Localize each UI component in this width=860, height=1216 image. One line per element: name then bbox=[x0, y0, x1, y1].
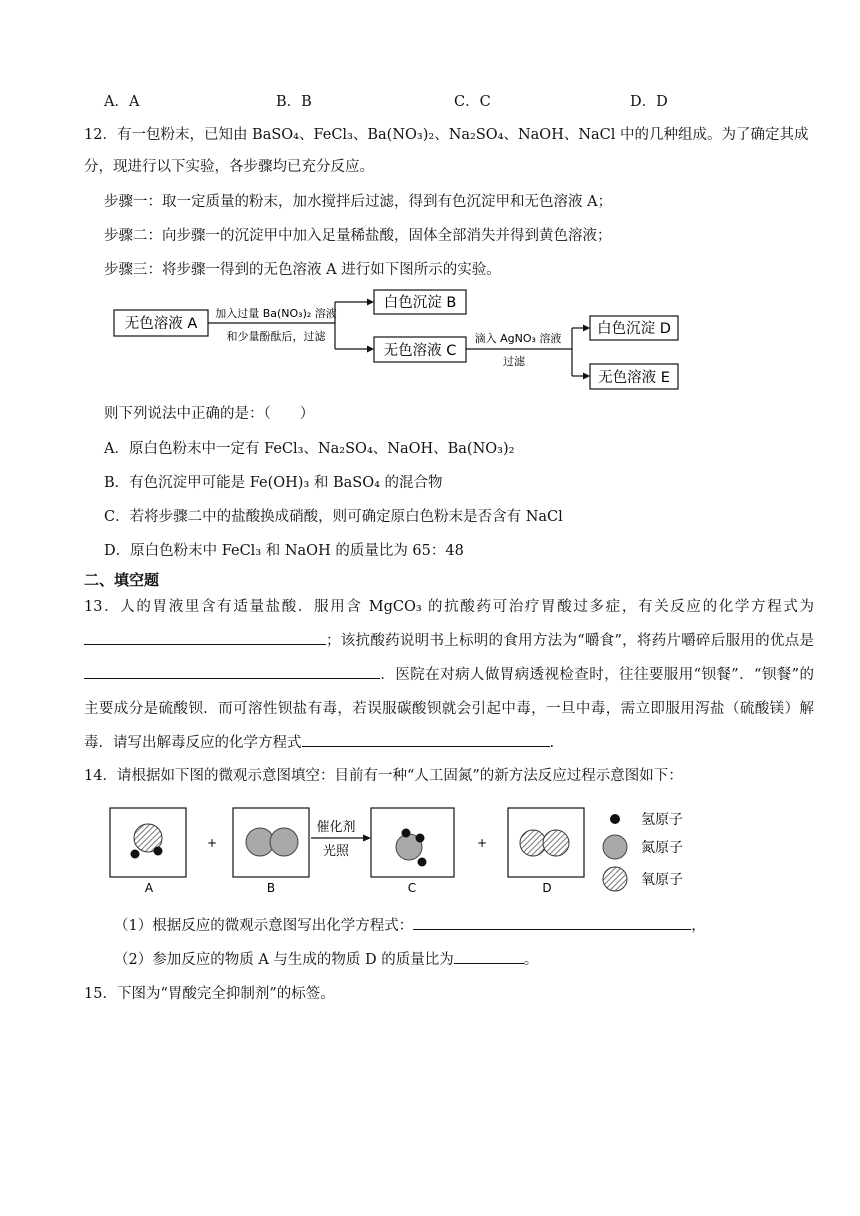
q12-step1: 步骤一：取一定质量的粉末，加水搅拌后过滤，得到有色沉淀甲和无色溶液 A； bbox=[104, 194, 613, 210]
q12-step3: 步骤三：将步骤一得到的无色溶液 A 进行如下图所示的实验。 bbox=[104, 262, 501, 278]
diagram-label-b: B bbox=[266, 881, 276, 895]
flow-box-a-label: 无色溶液 A bbox=[124, 316, 198, 332]
diagram-plus-2: + bbox=[476, 836, 488, 850]
q12-option-d: D．原白色粉末中 FeCl₃ 和 NaOH 的质量比为 65：48 bbox=[104, 543, 464, 559]
q14-sub2-prefix: （2）参加反应的物质 A 与生成的物质 D 的质量比为 bbox=[114, 952, 454, 968]
legend-hydrogen-symbol bbox=[610, 814, 620, 824]
q11-option-c: C．C bbox=[454, 94, 491, 110]
flow-box-c-label: 无色溶液 C bbox=[383, 343, 457, 359]
q12-question: 则下列说法中正确的是：（ ） bbox=[104, 406, 315, 422]
flow-arrow1-bottom-label: 和少量酚酞后，过滤 bbox=[226, 330, 326, 343]
legend-nitrogen-symbol bbox=[603, 835, 627, 859]
q13-paragraph bbox=[84, 590, 814, 760]
diagram-label-a: A bbox=[144, 881, 154, 895]
diagram-arrow-bottom-label: 光照 bbox=[322, 844, 350, 859]
flow-arrowhead-b bbox=[367, 299, 374, 306]
q13-blank-advantage[interactable] bbox=[84, 663, 380, 679]
diagram-label-c: C bbox=[407, 881, 417, 895]
flow-box-d-label: 白色沉淀 D bbox=[597, 321, 671, 337]
q12-option-b: B．有色沉淀甲可能是 Fe(OH)₃ 和 BaSO₄ 的混合物 bbox=[104, 475, 443, 491]
flow-box-b-label: 白色沉淀 B bbox=[383, 295, 457, 311]
flow-arrowhead-c bbox=[367, 346, 374, 353]
oxygen-atom bbox=[543, 830, 569, 856]
q14-sub2 bbox=[114, 948, 538, 970]
q14-sub1-prefix: （1）根据反应的微观示意图写出化学方程式： bbox=[114, 918, 414, 934]
flow-arrowhead-e bbox=[583, 373, 590, 380]
hydrogen-atom bbox=[416, 834, 425, 843]
q13-text-part4: . bbox=[549, 735, 555, 751]
diagram-label-d: D bbox=[542, 881, 552, 895]
q11-option-d: D．D bbox=[630, 94, 668, 110]
hydrogen-atom bbox=[418, 858, 427, 867]
q12-flow-diagram bbox=[110, 286, 690, 394]
q12-option-a: A．原白色粉末中一定有 FeCl₃、Na₂SO₄、NaOH、Ba(NO₃)₂ bbox=[104, 441, 515, 457]
nitrogen-atom bbox=[270, 828, 298, 856]
reaction-arrowhead bbox=[363, 835, 371, 842]
q14-micro-diagram bbox=[100, 800, 720, 900]
q13-blank-equation1[interactable] bbox=[84, 629, 326, 645]
q14-sub1 bbox=[114, 914, 706, 936]
q14-stem: 14．请根据如下图的微观示意图填空：目前有一种“人工固氮”的新方法反应过程示意图如下： bbox=[84, 768, 683, 784]
flow-arrow2-top-label: 滴入 AgNO₃ 溶液 bbox=[474, 332, 562, 345]
q12-step2: 步骤二：向步骤一的沉淀甲中加入足量稀盐酸，固体全部消失并得到黄色溶液； bbox=[104, 228, 612, 244]
q15-stem: 15．下图为“胃酸完全抑制剂”的标签。 bbox=[84, 986, 335, 1002]
flow-arrowhead-d bbox=[583, 325, 590, 332]
diagram-plus-1: + bbox=[206, 836, 218, 850]
q14-blank-equation[interactable] bbox=[413, 914, 691, 930]
diagram-arrow-top-label: 催化剂 bbox=[316, 820, 356, 835]
q12-stem-line1: 12．有一包粉末，已知由 BaSO₄、FeCl₃、Ba(NO₃)₂、Na₂SO₄、NaOH、NaCl 中的几种组成。为了确定其成 bbox=[84, 127, 809, 143]
q13-blank-equation2[interactable] bbox=[302, 731, 550, 747]
oxygen-atom bbox=[520, 830, 546, 856]
q12-stem-line2: 分，现进行以下实验，各步骤均已充分反应。 bbox=[84, 159, 374, 175]
hydrogen-atom bbox=[402, 829, 411, 838]
legend-nitrogen-label: 氮原子 bbox=[641, 840, 683, 856]
legend-oxygen-symbol bbox=[603, 867, 627, 891]
legend-oxygen-label: 氧原子 bbox=[641, 872, 683, 888]
q12-option-c: C．若将步骤二中的盐酸换成硝酸，则可确定原白色粉末是否含有 NaCl bbox=[104, 509, 563, 525]
q14-sub1-suffix: ， bbox=[691, 918, 706, 934]
q13-text-part3: ．医院在对病人做胃病透视检查时，往往要服用“钡餐”．“钡餐”的主要成分是硫酸钡．而可溶性钡盐有毒，若误服碳酸钡就会引起中毒，一旦中毒，需立即服用泻盐（硫酸镁）解毒．请写出解毒反应的化学方程式 bbox=[84, 667, 814, 751]
q11-option-a: A．A bbox=[104, 94, 140, 110]
q13-text-part1: 13．人的胃液里含有适量盐酸．服用含 MgCO₃ 的抗酸药可治疗胃酸过多症，有关反应的化学方程式为 bbox=[84, 599, 814, 615]
section-heading-fill-blank: 二、填空题 bbox=[84, 571, 160, 589]
q14-blank-mass-ratio[interactable] bbox=[454, 948, 524, 964]
flow-arrow2-bottom-label: 过滤 bbox=[503, 355, 525, 368]
flow-box-e-label: 无色溶液 E bbox=[598, 370, 670, 386]
flow-arrow1-top-label: 加入过量 Ba(NO₃)₂ 溶液 bbox=[215, 307, 337, 320]
q11-option-b: B．B bbox=[276, 94, 312, 110]
legend-hydrogen-label: 氢原子 bbox=[641, 812, 683, 828]
hydrogen-atom bbox=[131, 850, 140, 859]
hydrogen-atom bbox=[154, 847, 163, 856]
q14-sub2-suffix: 。 bbox=[523, 952, 539, 968]
q13-text-part2: ；该抗酸药说明书上标明的食用方法为“嚼食”，将药片嚼碎后服用的优点是 bbox=[326, 633, 814, 649]
